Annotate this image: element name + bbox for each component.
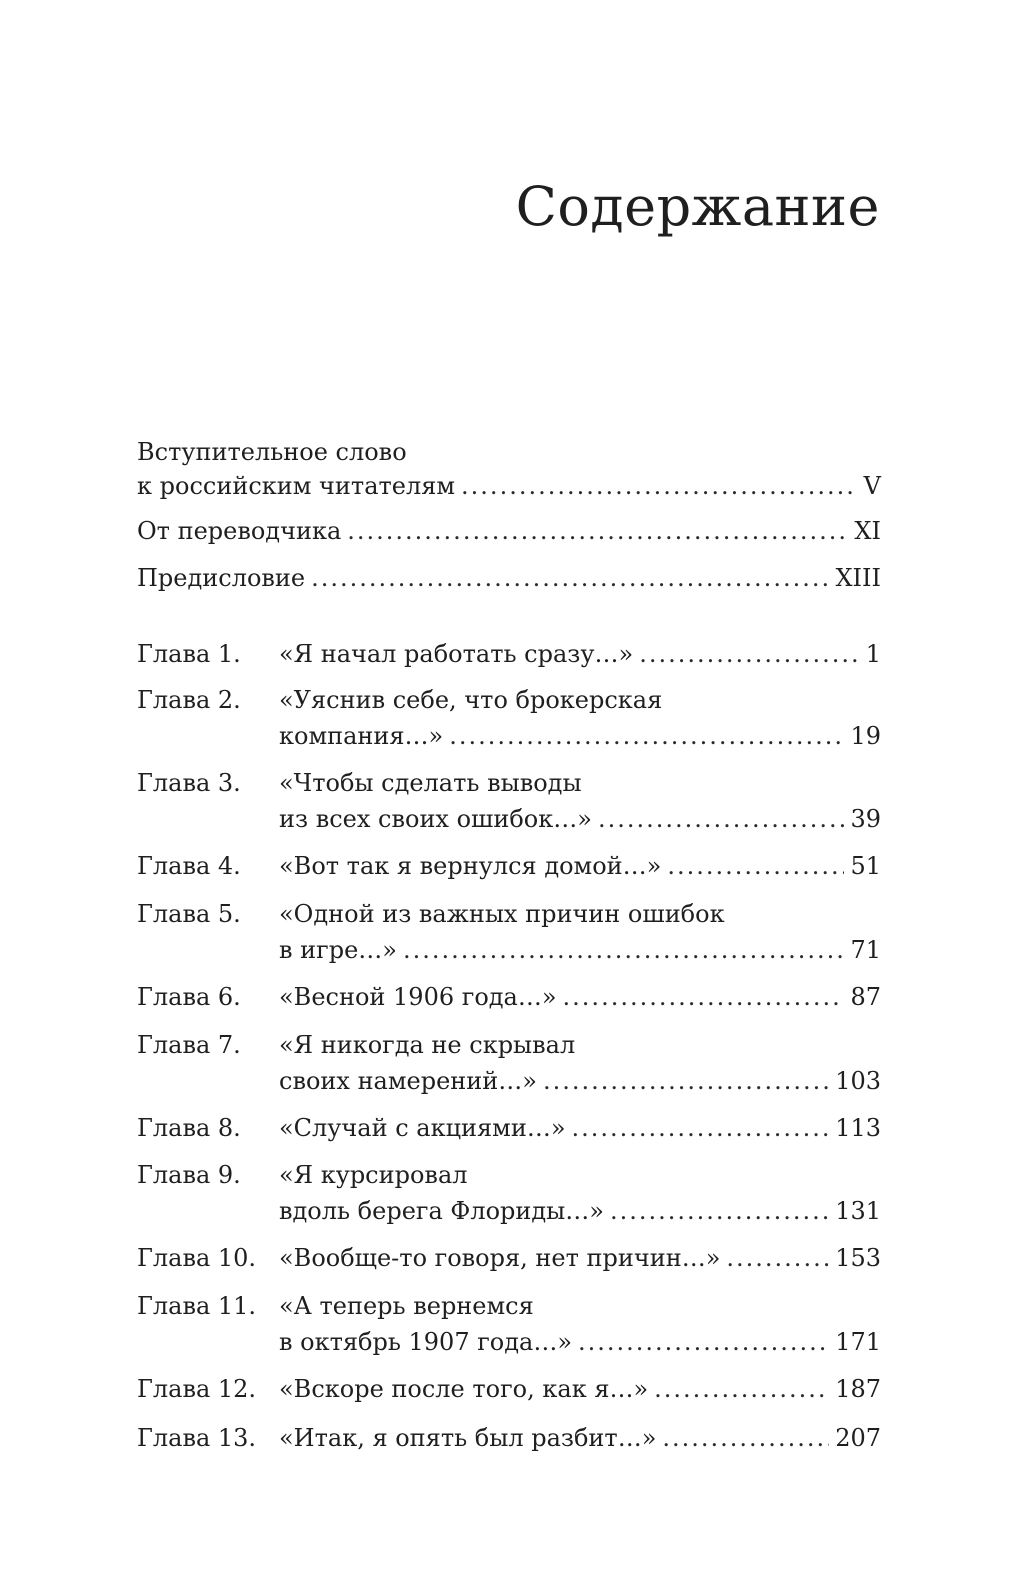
chapter-title-cont: своих намерений…» xyxy=(279,1067,537,1095)
toc-chapter-1 xyxy=(137,636,881,672)
toc-page-number: 187 xyxy=(835,1375,881,1403)
chapter-label: Глава 6. xyxy=(137,983,241,1011)
toc-chapter-3-line2 xyxy=(137,801,881,837)
dot-leader xyxy=(610,1193,829,1229)
toc-chapter-4 xyxy=(137,848,881,884)
dot-leader xyxy=(543,1063,829,1099)
toc-entry-intro-line2 xyxy=(137,468,881,504)
toc-entry-text: От переводчика xyxy=(137,517,342,545)
toc-page-number: XI xyxy=(854,517,881,545)
toc-page-number: 87 xyxy=(850,983,881,1011)
toc-page-number: V xyxy=(863,472,881,500)
toc-chapter-11-line1 xyxy=(137,1288,881,1324)
chapter-title: «Одной из важных причин ошибок xyxy=(279,900,725,928)
toc-page-number: 39 xyxy=(850,805,881,833)
chapter-title: «Итак, я опять был разбит…» xyxy=(279,1424,657,1452)
dot-leader xyxy=(461,468,858,504)
chapter-label: Глава 10. xyxy=(137,1244,257,1272)
toc-page-number: 113 xyxy=(835,1114,881,1142)
chapter-label: Глава 11. xyxy=(137,1292,257,1320)
dot-leader xyxy=(662,1420,829,1456)
chapter-title-cont: компания…» xyxy=(279,722,444,750)
chapter-label: Глава 5. xyxy=(137,900,241,928)
chapter-label: Глава 3. xyxy=(137,769,241,797)
toc-chapter-11-line2 xyxy=(137,1324,881,1360)
chapter-title: «Весной 1906 года…» xyxy=(279,983,557,1011)
dot-leader xyxy=(667,848,844,884)
dot-leader xyxy=(578,1324,829,1360)
chapter-title: «Случай с акциями…» xyxy=(279,1114,566,1142)
chapter-title: «А теперь вернемся xyxy=(279,1292,534,1320)
chapter-label: Глава 4. xyxy=(137,852,241,880)
toc-page-number: 19 xyxy=(850,722,881,750)
toc-chapter-7-line2 xyxy=(137,1063,881,1099)
chapter-label: Глава 9. xyxy=(137,1161,241,1189)
toc-page-number: 71 xyxy=(850,936,881,964)
page-title: Содержание xyxy=(515,175,880,238)
dot-leader xyxy=(639,636,860,672)
dot-leader xyxy=(654,1371,829,1407)
dot-leader xyxy=(347,513,848,549)
toc-chapter-13 xyxy=(137,1420,881,1456)
toc-chapter-5-line1 xyxy=(137,896,881,932)
toc-chapter-3-line1 xyxy=(137,765,881,801)
toc-page-number: 153 xyxy=(835,1244,881,1272)
chapter-title: «Вообще-то говоря, нет причин…» xyxy=(279,1244,721,1272)
chapter-title-cont: в игре…» xyxy=(279,936,397,964)
toc-chapter-10 xyxy=(137,1240,881,1276)
dot-leader xyxy=(598,801,845,837)
chapter-title-cont: в октябрь 1907 года…» xyxy=(279,1328,573,1356)
chapter-label: Глава 2. xyxy=(137,686,241,714)
chapter-title: «Вот так я вернулся домой…» xyxy=(279,852,662,880)
chapter-label: Глава 8. xyxy=(137,1114,241,1142)
dot-leader xyxy=(311,560,829,596)
toc-entry-preface xyxy=(137,560,881,596)
dot-leader xyxy=(572,1110,830,1146)
chapter-title-cont: из всех своих ошибок…» xyxy=(279,805,592,833)
toc-entry-text: к российским читателям xyxy=(137,472,456,500)
toc-entry-translator xyxy=(137,513,881,549)
toc-chapter-7-line1 xyxy=(137,1027,881,1063)
toc-entry-text: Предисловие xyxy=(137,564,306,592)
dot-leader xyxy=(449,718,844,754)
toc-entry-intro-line1 xyxy=(137,434,881,470)
chapter-label: Глава 7. xyxy=(137,1031,241,1059)
dot-leader xyxy=(726,1240,829,1276)
toc-chapter-2-line2 xyxy=(137,718,881,754)
chapter-label: Глава 12. xyxy=(137,1375,257,1403)
chapter-title: «Уяснив себе, что брокерская xyxy=(279,686,663,714)
toc-page-number: XIII xyxy=(835,564,881,592)
chapter-label: Глава 13. xyxy=(137,1424,257,1452)
toc-page-number: 51 xyxy=(850,852,881,880)
toc-chapter-9-line1 xyxy=(137,1157,881,1193)
chapter-label: Глава 1. xyxy=(137,640,241,668)
toc-chapter-5-line2 xyxy=(137,932,881,968)
chapter-title: «Я никогда не скрывал xyxy=(279,1031,576,1059)
toc-chapter-9-line2 xyxy=(137,1193,881,1229)
toc-chapter-8 xyxy=(137,1110,881,1146)
toc-page-number: 131 xyxy=(835,1197,881,1225)
chapter-title: «Я курсировал xyxy=(279,1161,468,1189)
toc-page-number: 1 xyxy=(865,640,881,668)
toc-entry-text: Вступительное слово xyxy=(137,438,407,466)
chapter-title-cont: вдоль берега Флориды…» xyxy=(279,1197,604,1225)
chapter-title: «Я начал работать сразу…» xyxy=(279,640,634,668)
toc-page-number: 171 xyxy=(835,1328,881,1356)
toc-page-number: 207 xyxy=(835,1424,881,1452)
dot-leader xyxy=(563,979,845,1015)
toc-page-number: 103 xyxy=(835,1067,881,1095)
dot-leader xyxy=(403,932,844,968)
toc-chapter-2-line1 xyxy=(137,682,881,718)
toc-chapter-6 xyxy=(137,979,881,1015)
toc-chapter-12 xyxy=(137,1371,881,1407)
chapter-title: «Вскоре после того, как я…» xyxy=(279,1375,649,1403)
chapter-title: «Чтобы сделать выводы xyxy=(279,769,582,797)
